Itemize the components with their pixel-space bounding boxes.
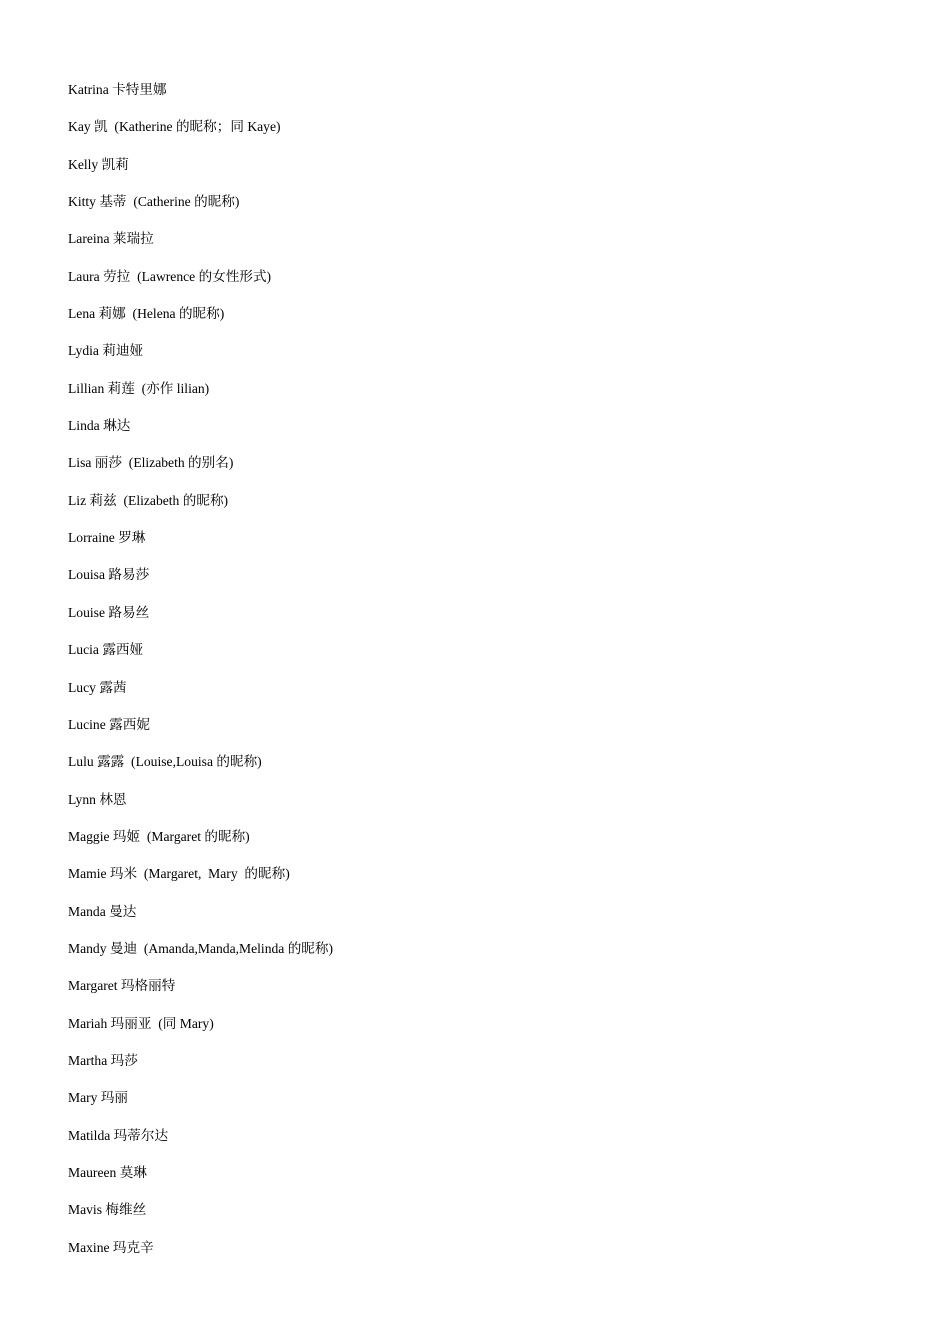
list-item: Martha 玛莎 — [68, 1052, 138, 1068]
list-item: Lucy 露茜 — [68, 679, 127, 695]
list-item: Linda 琳达 — [68, 418, 131, 434]
list-item: Liz 莉兹 (Elizabeth 的昵称) — [68, 492, 229, 508]
list-item: Lulu 露露 (Louise,Louisa 的昵称) — [68, 754, 262, 770]
list-item: Lynn 林恩 — [68, 791, 127, 807]
list-item: Mandy 曼迪 (Amanda,Manda,Melinda 的昵称) — [68, 940, 334, 956]
name-list — [68, 80, 333, 1275]
list-item: Lydia 莉迪娅 — [68, 343, 144, 359]
list-item: Lillian 莉莲 (亦作 lilian) — [68, 380, 210, 396]
list-item: Lisa 丽莎 (Elizabeth 的别名) — [68, 455, 234, 471]
list-item: Lorraine 罗琳 — [68, 530, 146, 546]
list-item: Lena 莉娜 (Helena 的昵称) — [68, 306, 225, 322]
list-item: Lucine 露西妮 — [68, 716, 150, 732]
list-item: Lareina 莱瑞拉 — [68, 231, 154, 247]
list-item: Matilda 玛蒂尔达 — [68, 1127, 169, 1143]
list-item: Louise 路易丝 — [68, 604, 150, 620]
list-item: Louisa 路易莎 — [68, 567, 150, 583]
list-item: Kelly 凯莉 — [68, 156, 129, 172]
list-item: Laura 劳拉 (Lawrence 的女性形式) — [68, 268, 272, 284]
list-item: Mavis 梅维丝 — [68, 1202, 147, 1218]
list-item: Mariah 玛丽亚 (同 Mary) — [68, 1015, 214, 1031]
list-item: Maggie 玛姬 (Margaret 的昵称) — [68, 828, 250, 844]
list-item: Maxine 玛克辛 — [68, 1239, 154, 1255]
list-item: Kay 凯 (Katherine 的昵称；同 Kaye) — [68, 119, 281, 135]
list-item: Kitty 基蒂 (Catherine 的昵称) — [68, 194, 240, 210]
list-item: Maureen 莫琳 — [68, 1164, 147, 1180]
list-item: Manda 曼达 — [68, 903, 137, 919]
list-item: Mamie 玛米 (Margaret, Mary 的昵称) — [68, 866, 290, 882]
list-item: Mary 玛丽 — [68, 1090, 129, 1106]
list-item: Margaret 玛格丽特 — [68, 978, 176, 994]
list-item: Katrina 卡特里娜 — [68, 82, 167, 97]
list-item: Lucia 露西娅 — [68, 642, 144, 658]
